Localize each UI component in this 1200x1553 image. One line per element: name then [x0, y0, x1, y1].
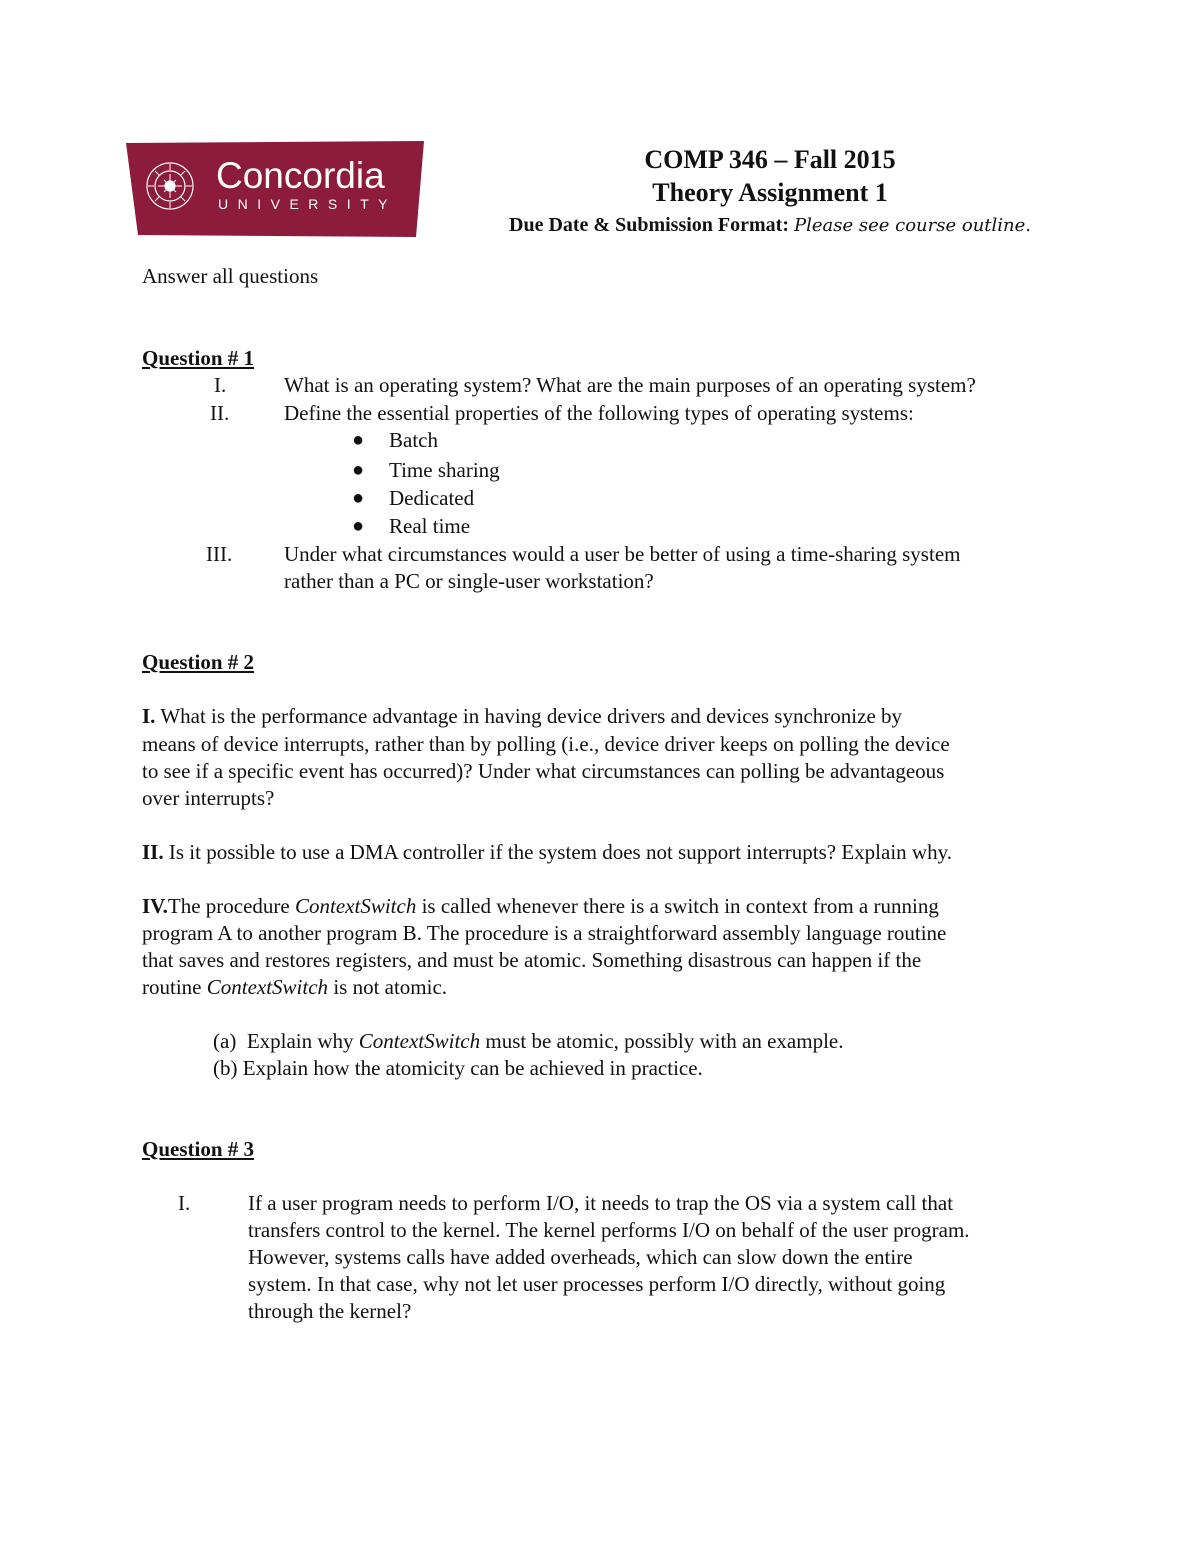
- q1-bullet-1: Batch: [389, 428, 438, 452]
- q3-item-1-number: I.: [178, 1191, 191, 1215]
- instructions: Answer all questions: [142, 264, 319, 288]
- logo-subtitle: UNIVERSITY: [218, 196, 398, 212]
- q2-part-1-line-3: to see if a specific event has occurred)? Under what circumstances can polling be advantageous: [142, 759, 945, 783]
- contextswitch-term: ContextSwitch: [358, 1029, 481, 1053]
- q2-subpart-a: [213, 1028, 843, 1055]
- q2-part-4-text: is not atomic.: [328, 975, 448, 999]
- q3-line-2: transfers control to the kernel. The kernel performs I/O on behalf of the user program.: [248, 1218, 970, 1242]
- due-date-value: Please see course outline.: [794, 215, 1031, 236]
- q3-line-5: through the kernel?: [248, 1299, 412, 1323]
- q3-line-4: system. In that case, why not let user processes perform I/O directly, without going: [248, 1272, 946, 1296]
- q2-part-4-text: routine: [142, 975, 207, 999]
- q1-item-2-number: II.: [210, 401, 230, 425]
- subpart-label: (a): [213, 1029, 237, 1053]
- q1-bullet-4: Real time: [389, 514, 471, 538]
- q3-line-3: However, systems calls have added overheads, which can slow down the entire: [248, 1245, 913, 1269]
- q1-item-1-number: I.: [214, 373, 227, 397]
- q1-bullet-2: Time sharing: [389, 458, 500, 482]
- question-1-heading: Question # 1: [142, 346, 255, 370]
- q2-part-1-line-1: [142, 703, 902, 730]
- q2-part-4-text: The procedure: [167, 894, 295, 918]
- subpart-text: Explain how the atomicity can be achieved in practice.: [237, 1056, 703, 1080]
- contextswitch-term: ContextSwitch: [206, 975, 329, 999]
- due-date-line: [440, 211, 1100, 240]
- question-2-heading: Question # 2: [142, 650, 255, 674]
- due-date-label: Due Date & Submission Format:: [509, 214, 789, 236]
- q2-part-1-line-2: means of device interrupts, rather than by polling (i.e., device driver keeps on polling the device: [142, 732, 950, 756]
- q3-line-1: If a user program needs to perform I/O, it needs to trap the OS via a system call that: [248, 1191, 954, 1215]
- q2-part-4-line-3: that saves and restores registers, and must be atomic. Something disastrous can happen if the: [142, 948, 922, 972]
- subpart-text: Explain why: [236, 1029, 359, 1053]
- course-title: COMP 346 – Fall 2015: [644, 145, 896, 174]
- question-3-heading: Question # 3: [142, 1137, 255, 1161]
- q2-part-4-text: is called whenever there is a switch in context from a running: [416, 894, 939, 918]
- q2-part-1-text: What is the performance advantage in having device drivers and devices synchronize by: [160, 704, 903, 728]
- q2-subpart-b: [213, 1055, 703, 1082]
- q2-part-2-text: Is it possible to use a DMA controller if the system does not support interrupts? Explain why.: [168, 840, 952, 864]
- q1-item-2-text: Define the essential properties of the following types of operating systems:: [284, 401, 914, 425]
- subpart-text: must be atomic, possibly with an example.: [480, 1029, 844, 1053]
- q1-item-3-line-1: Under what circumstances would a user be better of using a time-sharing system: [284, 542, 961, 566]
- q2-part-1-line-4: over interrupts?: [142, 786, 275, 810]
- concordia-logo-image: [126, 141, 424, 237]
- logo-wordmark: Concordia: [216, 155, 385, 196]
- q2-part-1-number: I.: [142, 704, 156, 728]
- q2-part-2-line-1: [142, 839, 952, 866]
- q2-part-4-line-1: [142, 893, 939, 920]
- bullet-icon: ●: [352, 429, 365, 451]
- q1-item-1-text: What is an operating system? What are the main purposes of an operating system?: [284, 373, 976, 397]
- concordia-logo: [126, 141, 424, 237]
- contextswitch-term: ContextSwitch: [295, 894, 417, 918]
- q1-item-3-line-2: rather than a PC or single-user workstation?: [284, 569, 654, 593]
- q2-part-4-line-2: program A to another program B. The procedure is a straightforward assembly language routine: [142, 921, 947, 945]
- bullet-icon: ●: [352, 515, 365, 537]
- q2-part-4-line-4: [142, 974, 447, 1001]
- q2-part-4-number: IV.: [142, 894, 168, 918]
- document-header: [440, 144, 1100, 240]
- q2-part-2-number: II.: [142, 840, 164, 864]
- assignment-title: Theory Assignment 1: [652, 178, 888, 207]
- bullet-icon: ●: [352, 459, 365, 481]
- bullet-icon: ●: [352, 487, 365, 509]
- q1-item-3-number: III.: [206, 542, 233, 566]
- subpart-label: (b): [213, 1056, 238, 1080]
- q1-bullet-3: Dedicated: [389, 486, 475, 510]
